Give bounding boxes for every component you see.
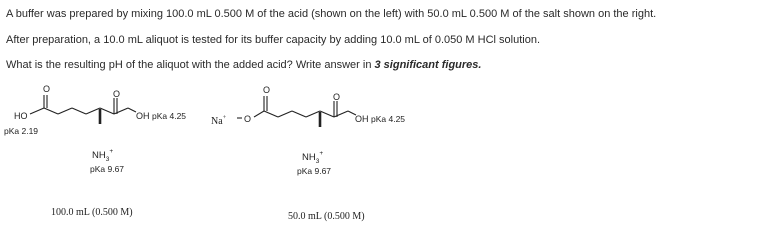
- salt-na-sup: +: [222, 114, 227, 121]
- acid-labels: [4, 84, 186, 218]
- salt-nh3: [302, 150, 323, 165]
- salt-na: [211, 114, 227, 127]
- acid-carbonyl-o-right: O: [113, 89, 121, 99]
- salt-pka-amine: pKa 9.67: [297, 166, 332, 176]
- salt-amount: 50.0 mL (0.500 M): [288, 211, 365, 222]
- acid-nh3: [92, 148, 113, 163]
- acid-pka-left: pKa 2.19: [4, 126, 39, 136]
- salt-nh3-sup: +: [319, 150, 324, 157]
- question-line-3-emphasis: 3 significant figures.: [374, 59, 482, 71]
- acid-oh-label: OH: [136, 111, 150, 121]
- acid-nh3-n: NH: [92, 150, 106, 161]
- salt-na-label: Na: [211, 116, 223, 127]
- salt-carbonyl-o-right: O: [333, 92, 341, 102]
- salt-nh3-sub: 3: [315, 158, 320, 165]
- salt-oh-label: OH: [355, 114, 369, 124]
- salt-labels: [211, 85, 405, 222]
- acid-ho-label: HO: [14, 111, 28, 121]
- question-line-3-text: What is the resulting pH of the aliquot with the added acid? Write answer in: [6, 59, 375, 71]
- salt-o-label: O: [244, 114, 252, 124]
- acid-carbonyl-o-left: O: [43, 84, 51, 94]
- acid-amount: 100.0 mL (0.500 M): [51, 207, 133, 218]
- acid-pka-right: pKa 4.25: [152, 111, 187, 121]
- salt-nh3-n: NH: [302, 152, 316, 163]
- question-line-1: A buffer was prepared by mixing 100.0 mL 0.500 M of the acid (shown on the left) with 50.0 mL 0.500 M of the salt shown on the right.: [6, 8, 657, 20]
- acid-structure: [30, 95, 136, 124]
- acid-pka-amine: pKa 9.67: [90, 164, 125, 174]
- structures-figure: [0, 76, 766, 232]
- question-line-3: [6, 58, 481, 72]
- salt-carbonyl-o-left: O: [263, 85, 271, 95]
- acid-nh3-sub: 3: [105, 156, 110, 163]
- salt-o-minus: [244, 114, 251, 124]
- question-line-2: After preparation, a 10.0 mL aliquot is tested for its buffer capacity by adding 10.0 mL of 0.050 M HCl solution.: [6, 34, 540, 46]
- acid-nh3-sup: +: [109, 148, 114, 155]
- salt-pka-right: pKa 4.25: [371, 114, 406, 124]
